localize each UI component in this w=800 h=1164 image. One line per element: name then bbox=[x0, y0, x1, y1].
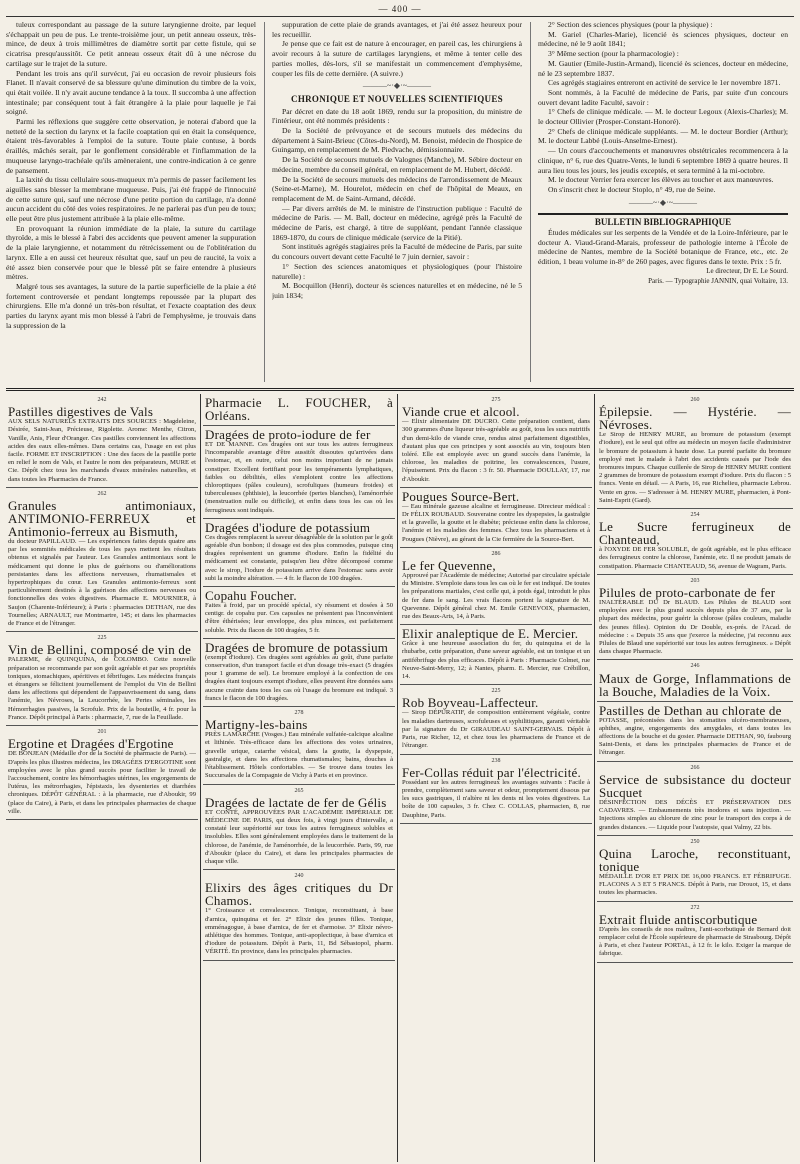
newspaper-page bbox=[6, 0, 794, 1164]
paragraph: Ces agrégés stagiaires entreront en activité de service le 1er novembre 1871. bbox=[548, 78, 781, 88]
advertisement bbox=[6, 488, 198, 632]
ad-title: Dragées de bromure de potassium bbox=[205, 639, 389, 655]
ad-body: Ces dragées remplacent la saveur désagréable de la solution par le goût agréable d'un bonbon; il dosage est des plus commodes, puisque cinq dragées représentent un gramme d'iodure. Enfin la fidélité du médicament est constante, puisqu'en lieu d'être décomposé comme avec le sirop, l'iodure de potassium arrive dans l'estomac sans avoir subi la moindre altération. — 4 fr. le flacon de 100 dragées. bbox=[205, 533, 393, 582]
ad-title: Dragées d'iodure de potassium bbox=[205, 519, 371, 535]
ad-body: Faites à froid, par un procédé spécial, s'y résument et dosées à 50 centigr. de copahu pur. Ces capsules ne présentent pas l'inconvénient d'être éthérisées; leur enveloppe, des plus minces, est parfaitement soluble. Prix du flacon de 100 dragées, 5 fr. bbox=[205, 602, 393, 634]
advertisement bbox=[203, 394, 395, 426]
ad-body: Le Sirop de HENRY MURE, au bromure de potassium (exempt d'iodure), est le seul qui offre au médecin un moyen facile d'administrer le bromure de potassium à haute dose. La pureté parfaite du bromure employé met le malade à l'abri des accidents causés par l'iode des bromures impurs. Chaque cuillerée de Sirop de HENRY MURE contient 2 grammes de bromure de potassium exempt d'iodure. Prix du flacon : 5 francs. Vente en détail. — A Paris, 16, rue Richelieu, pharmacie Lebrou. Vente en gros. — S'adresser à M. HENRY MURE, pharmacien, à Pont-Saint-Esprit (Gard). bbox=[599, 431, 791, 504]
article-column-2 bbox=[272, 20, 522, 384]
ad-title: Elixir analeptique de E. Mercier. bbox=[402, 626, 579, 642]
ad-body: INALTÉRABLE DU Dr BLAUD. Les Pilules de BLAUD sont employées avec le plus grand succès depuis plus de 37 ans, par la plupart des médecins, pour guérir la chlorose (pâles couleurs, maladie des jeunes filles). Opinion du Dr Double, ex-prés. de l'Acad. de médecine : « Depuis 35 ans que j'exerce la médecine, j'ai reconnu aux Pilules de Blaud une supériorité sur tous les autres ferrugineux. » Dépôt dans chaque Pharmacie. bbox=[599, 599, 791, 656]
advertisement bbox=[597, 902, 793, 963]
imprint-line: Paris. — Typographie JANNIN, quai Voltaire, 13. bbox=[648, 276, 788, 285]
ad-body: — Elixir alimentaire DE DUCRO. Cette préparation contient, dans 300 grammes d'une liqueur très-agréable au goût, tous les sucs nutritifs d'un demi-kilo de viande crue, rendus ainsi parfaitement digestibles, d'autant plus que ces principes y sont associés au vin, toujours bien toléré. Elle est employée avec un grand succès dans l'anémie, la chlorose, les maladies de poitrine, les convalescences, l'usure, l'épuisement. Prix du flacon : 3 fr. 50. Pharmacie DOULLAY, 17, rue d'Aboukir. bbox=[402, 418, 590, 483]
ad-title: Pharmacie L. FOUCHER, à Orléans. bbox=[205, 395, 393, 423]
ad-body: Grâce à une heureuse association du fer, du quinquina et de la rhubarbe, cette préparation, d'une saveur agréable, est un tonique et un antifébrifuge des plus efficaces. Dépôt à Paris : Pharmacie Colmet, rue Neuve-Saint-Merry, 12; à Nantes, pharm. E. Mercier, rue Crébillon, 14. bbox=[402, 640, 590, 681]
ads-column-4 bbox=[597, 394, 793, 1162]
paragraph: On s'inscrit chez le docteur Stoplo, n° 49, rue de Seine. bbox=[548, 184, 716, 194]
page-number: — 400 — bbox=[378, 4, 422, 14]
ad-number: 260 bbox=[690, 397, 700, 403]
ad-title: Pastilles digestives de Vals bbox=[8, 404, 154, 420]
advertisement bbox=[203, 870, 395, 960]
paragraph: M. le docteur Verrier fera exercer les élèves au toucher et aux manœuvres. bbox=[548, 175, 774, 185]
advertisement bbox=[6, 394, 198, 488]
paragraph: M. Gariel (Charles-Marie), licencié ès sciences physiques, docteur en médecine, né le 9 août 1841; bbox=[538, 29, 788, 49]
ad-number: 266 bbox=[690, 764, 700, 771]
ad-title: Dragées de lactate de fer de Gélis bbox=[205, 794, 387, 810]
article-column-1 bbox=[6, 20, 256, 384]
ad-body: MÉDAILLE D'OR ET PRIX DE 16,000 FRANCS. ET FÉBRIFUGE. FLACONS A 3 ET 5 FRANCS. Dépôt à Paris, rue Drouot, 15, et dans toutes les pharmacies. bbox=[599, 872, 791, 897]
ad-title: Le fer Quevenne, bbox=[402, 558, 496, 574]
ad-title: Fer-Collas réduit par l'électricité. bbox=[402, 764, 581, 780]
ad-number: 201 bbox=[97, 729, 107, 736]
ad-title: Granules antimoniaux, ANTIMONIO-FERREUX et Antimonio-ferreux au Bismuth, bbox=[8, 498, 196, 540]
ad-body: — Sirop DÉPURATIF, de composition entièrement végétale, contre les maladies dartreuses, scrofuleuses et syphilitiques, garanti véritable par la signature du Dr GIRAUDEAU SAINT-GERVAIS. Dépôt à Paris, rue Richer, 12, et chez tous les pharmaciens de France et de l'étranger. bbox=[402, 709, 590, 750]
advertisement bbox=[400, 685, 592, 754]
advertisement bbox=[203, 785, 395, 871]
paragraph: — Par divers arrêtés de M. le ministre de l'instruction publique : Faculté de médecine de Paris. — M. Ball, docteur en médecine, agrégé près la Faculté de médecine de Paris, est chargé, à titre de suppléant, pendant l'année classique 1869-1870, du cours de clinique médicale (service de la Pitié). bbox=[272, 203, 522, 242]
ad-number: 262 bbox=[97, 490, 107, 497]
advertisement bbox=[203, 587, 395, 639]
advertisement bbox=[6, 632, 198, 726]
advertisement bbox=[597, 836, 793, 902]
article-column-3 bbox=[538, 20, 788, 384]
column-divider bbox=[530, 22, 531, 382]
paragraph: De la Société de secours mutuels de Valognes (Manche), M. Sébire docteur en médecine, membre du conseil général, en remplacement de M. Hubert, décédé. bbox=[272, 155, 522, 174]
advertisement bbox=[203, 707, 395, 784]
advertisement bbox=[597, 575, 793, 661]
ad-body: PRÈS LAMARCHE (Vosges.) Eau minérale sulfatée-calcique alcaline et lithinée. Très-efficace dans les affections des voies urinaires, gravelle urique, catarrhe vésical, dans la goutte, la dyspepsie, gastralgie, et dans les affections rhumatismales; bains, douches à l'établissement. Hôtels confortables. — Se trouve dans toutes les Succursales de la Compagnie de Vichy à Paris et en province. bbox=[205, 731, 393, 780]
ad-number: 242 bbox=[97, 397, 107, 403]
ad-number: 265 bbox=[294, 787, 304, 794]
ad-number: 225 bbox=[97, 635, 107, 642]
ads-separator bbox=[6, 388, 794, 391]
ad-number: 286 bbox=[491, 550, 501, 557]
ads-column-1 bbox=[6, 394, 198, 1162]
advertisement bbox=[597, 762, 793, 836]
ad-number: 240 bbox=[294, 873, 304, 880]
paragraph: 3° Même section (pour la pharmacologie) : bbox=[548, 49, 679, 59]
ad-body: POTASSE, préconisées dans les stomatites ulcéro-membraneuses, aphthes, angine, engorgements des amygdales, et dans toutes les affections de la bouche et du gosier. Pharmacie DETHAN, 90, faubourg Saint-Denis, et dans les principales pharmacies de France et de l'étranger. bbox=[599, 716, 791, 757]
ad-number: 250 bbox=[690, 838, 700, 845]
top-rule bbox=[6, 16, 794, 17]
advertisement bbox=[6, 726, 198, 820]
paragraph: suppuration de cette plaie de grands avantages, et j'ai été assez heureux pour les recueillir. bbox=[272, 20, 522, 39]
ad-body: Approuvé par l'Académie de médecine; Autorisé par circulaire spéciale du Ministre. S'emploie dans tous les cas où le fer est indiqué. De toutes les préparations martiales, c'est celle qui, à poids égal, introduit le plus de fer dans le sang. Les vrais flacons portent la signature de M. Quevenne. Dépôt général chez M. Emile GENEVOIX, pharmacien, rue des Beaux-Arts, 14, à Paris. bbox=[402, 572, 590, 621]
ad-number: 246 bbox=[690, 663, 700, 670]
paragraph: 1° Chefs de clinique médicale. — M. le docteur Legoux (Alexis-Charles); M. le docteur Ollivier (Prosper-Constant-Honoré). bbox=[538, 107, 788, 127]
advertisement bbox=[203, 426, 395, 519]
ad-body: Possédant sur les autres ferrugineux les avantages suivants : Facile à prendre, complètement sans saveur et odeur, promptement dissous par les sucs gastriques, il n'altère ni les dents ni les voies digestives. La boîte de 100 capsules, 3 fr. Chez C. COLLAS, pharmacien, 8, rue Dauphine, Paris. bbox=[402, 778, 590, 819]
ad-title: Pastilles de Dethan au chlorate de bbox=[599, 702, 782, 718]
ad-number: 278 bbox=[294, 710, 304, 717]
ad-title: Dragées de proto-iodure de fer bbox=[205, 427, 371, 442]
advertisement bbox=[400, 755, 592, 824]
ad-title: Maux de Gorge, Inflammations de la Bouche, Maladies de la Voix. bbox=[599, 670, 791, 699]
ad-number: 254 bbox=[690, 512, 700, 519]
paragraph: 1° Section des sciences anatomiques et physiologiques (pour l'histoire naturelle) : bbox=[272, 261, 522, 281]
paragraph: De la Société de secours mutuels des médecins de l'arrondissement de Meaux (Seine-et-Marne), M. Hourelot, médecin en chef de l'hôpital de Meaux, en remplacement de M. de Saint-Armand, décédé. bbox=[272, 174, 522, 203]
section-heading: CHRONIQUE ET NOUVELLES SCIENTIFIQUES bbox=[291, 93, 503, 104]
bulletin-text: Études médicales sur les serpents de la Vendée et de la Loire-Inférieure, par le docteur A. Viaud-Grand-Marais, professeur de pathologie interne à l'École de médecine de Nantes, membre de la Société botanique de France, etc., etc. 2e édition, 1 beau volume in-8° de 260 pages, avec figures dans le texte. Prix : 5 fr. bbox=[538, 228, 788, 267]
paragraph: La laxité du tissu cellulaire sous-muqueux m'a permis de passer facilement les aiguilles sans blesser la membrane muqueuse. Puis, j'ai été frappé de l'innocuité de cette suture qui, sauf une nécrose d'une petite portion du cartilage, n'a donné aucun accident du côté des voies respiratoires. Je ne parlerai pas d'un peu de toux; elle peut être plus justement attribuée à la plaie elle-même. bbox=[6, 175, 256, 224]
ad-title: Épilepsie. — Hystérie. — Névroses. bbox=[599, 404, 791, 433]
ad-title: Martigny-les-bains bbox=[205, 717, 308, 733]
ornament-divider: ———~·◆·~——— bbox=[628, 197, 698, 207]
advertisement bbox=[597, 394, 793, 509]
ad-number: 238 bbox=[491, 757, 501, 764]
advertisement bbox=[400, 394, 592, 488]
ornament-divider: ———~·◆·~——— bbox=[362, 81, 432, 91]
ad-title: Le Sucre ferrugineux de Chanteaud, bbox=[599, 519, 791, 548]
ad-body: ET DE MANNE. Ces dragées ont sur tous les autres ferrugineux l'incomparable avantage d'être aussitôt dissoutes qu'arrivées dans l'estomac, et, en outre, celui non moins important de ne jamais constiper. Excellent fortifiant pour les tempéraments lymphatiques, faibles ou débilités, elles s'emploient contre les affections chloroptiques (pâles couleurs), scrofuliques (humeurs froides) et tuberculeuses (phthisie), la leucorrhée (pertes blanches), l'aménorrhée (menstruation nulle ou difficile), et enfin dans tous les cas où les ferrugineux sont indiqués. bbox=[205, 441, 393, 514]
advertisement bbox=[203, 519, 395, 587]
paragraph: Sont nommés, à la Faculté de médecine de Paris, par suite d'un concours ouvert devant ladite Faculté, savoir : bbox=[538, 87, 788, 107]
advertisement bbox=[400, 625, 592, 685]
ad-body: du docteur PAPILLAUD. — Les expériences faites depuis quatre ans par les sommités médicales de tous les pays mettent les résultats obtenus et signalés par l'auteur. Les Granules antimoniaux sont le médicament qui donne le plus de guérisons ou d'améliorations persistantes dans les affections nerveuses, rhumatismales et hypertrophiques du cœur. Les Granules antimonio-ferreux sont particulièrement destinés à la guérison des affections nerveuses ou fonctionnelles des voies digestives. Pharmacie E. MOURNIER, à Saujon (Charente-Inférieure); à Paris : pharmacies DETHAN, rue des Tournelles; ARNAULT, rue Montmartre, 145; et dans les pharmacies de France et de l'étranger. bbox=[8, 538, 196, 628]
ad-body: 1° Croissance et convalescence. Tonique, reconstituant, à base d'arnica, quinquina et fer. 2° Elixir des jeunes filles. Tonique, emménagogue, à base d'arnica, de fer et d'armoise. 3° Elixir névro-athlétique des hommes. Tonique, anti-apoplectique, à base d'arnica et d'iodure de potassium. Dépôt à Paris, 11, Bd Sébastopol, pharm. VÉRITÉ. En province, dans les principales pharmacies. bbox=[205, 907, 393, 956]
advertisement bbox=[597, 660, 793, 701]
advertisement bbox=[203, 639, 395, 707]
article-section bbox=[6, 20, 794, 384]
paragraph: Je pense que ce fait est de nature à encourager, en pareil cas, les chirurgiens à avoir recours à la suture de cartilages laryngiens, et même à tenter celle des parties molles, dès-lors, s'il se manifestait un commencement d'emphysème, couper les fils de cette dernière. (A suivre.) bbox=[272, 39, 522, 78]
ad-title: Ergotine et Dragées d'Ergotine bbox=[8, 736, 174, 752]
ad-title: Service de subsistance du docteur Sucquet bbox=[599, 771, 791, 800]
ads-divider bbox=[397, 394, 398, 1162]
ad-title: Pilules de proto-carbonate de fer bbox=[599, 585, 776, 601]
ad-body: AUX SELS NATURELS EXTRAITS DES SOURCES : Magdeleine, Désirée, Saint-Jean, Précieuse, Rigolette. Arome: Menthe, Citron, Vanille, Anis, Fleur d'Oranger. Ces pastilles conviennent les affections acides des eaux elles-mêmes. Dans certains cas, l'usage en est plus facile. FORME ET INSCRIPTION : Une des faces de la pastille porte en relief le nom de Vals, et l'autre le nom des préparateurs, MURE et Cie. Dépôt chez tous les marchands d'eaux minérales naturelles, et dans toutes les Pharmacies de France. bbox=[8, 418, 196, 483]
ad-body: DÉSINFECTION DES DÉCÈS ET PRÉSERVATION DES CADAVRES. — Embaumements très inodores et sans injection. — Injections simples au chlorure de zinc pour le transport des corps à de grandes distances. — Liquide pour l'autopsie, quai Valmy, 22 bis. bbox=[599, 798, 791, 831]
paragraph: 2° Chefs de clinique médicale suppléants. — M. le docteur Bordier (Arthur); M. le docteur Labbé (Louis-Anselme-Ernest). bbox=[538, 126, 788, 146]
ad-title: Viande crue et alcool. bbox=[402, 404, 520, 420]
paragraph: De la Société de prévoyance et de secours mutuels des médecins du département à Saint-Brieuc (Côtes-du-Nord), M. Benoist, médecin de l'hospice de Guingamp, en remplacement de M. Piedvache, démissionnaire. bbox=[272, 126, 522, 155]
ads-column-2 bbox=[203, 394, 395, 1162]
ad-body: D'après les conseils de nos maîtres, l'anti-scorbutique de Bernard doit remplacer celui de l'École supérieure de pharmacie de Strasbourg. Dépôt à Paris, et chez l'auteur PORTAL, à 12 fr. le kilo. Exiger la marque de fabrique. bbox=[599, 925, 791, 958]
ad-body: à l'OXYDE DE FER SOLUBLE, de goût agréable, est le plus efficace des ferrugineux contre la chlorose, l'anémie, etc. Il ne produit jamais de constipation. Pharmacie CHANTEAUD, 56, avenue de Wagram, Paris. bbox=[599, 546, 791, 570]
ad-body: DE BONJEAN (Médaille d'or de la Société de pharmacie de Paris). — D'après les plus illustres médecins, les DRAGÉES D'ERGOTINE sont employées avec le plus grand succès pour faciliter le travail de l'accouchement, contre les hémorrhagies utérines, les engorgements de l'utérus, les métrorrhagies, l'épistaxis, les dysenteries et diarrhées chroniques. DÉPÔT GÉNÉRAL : à la pharmacie, rue d'Aboukir, 99 (place du Caire), à Paris, et dans les principales pharmacies de chaque ville. bbox=[8, 750, 196, 815]
advertisement bbox=[400, 548, 592, 625]
advertisement bbox=[400, 488, 592, 548]
column-divider bbox=[264, 22, 265, 382]
paragraph: tuleux correspondant au passage de la suture laryngienne droite, par lequel s'échappait un peu de pus. Le trente-troisième jour, un petit anneau osseux, très-mince, de deux à trois millimètres de diamètre sortit par cette fistule, qui se cicatrisa presqu'aussitôt. Ce petit anneau osseux était dû à une nécrose du cartilage sur le trajet de la suture. bbox=[6, 20, 256, 68]
ads-divider bbox=[200, 394, 201, 1162]
paragraph: Pendant les trois ans qu'il survécut, j'ai eu occasion de revoir plusieurs fois Flanet. Il n'avait conservé de sa blessure qu'une diminution du timbre de la voix, qui était voilée. Il n'y avait aucune tendance à la toux. Il succomba à une affection intestinale; par conséquent tout à fait étrangère à la plaie pour laquelle je l'ai soigné. bbox=[6, 68, 256, 117]
ad-body: PALERME, de QUINQUINA, de COLOMBO. Cette nouvelle préparation se recommande par son goût agréable et par ses propriétés toniques, stomachiques, apéritives et fébrifuges. Les médecins français et étrangers se félicitent journellement de l'emploi du Vin de Bellini dans les affections qui dépendent de l'appauvrissement du sang, dans l'anémie, les Névroses, la Leucorrhée, les Pertes séminales, les Hémorrhagies passives, la Scrofule. Prix de la bouteille, 4 fr. pour la France. Dépôt principal à Paris : pharmacie, 7, rue de la Feuillade. bbox=[8, 656, 196, 721]
paragraph: En provoquant la réunion immédiate de la plaie, la suture du cartilage thyroïde, a mis le blessé à l'abri des accidents que peuvent amener la suppuration de la plaie laryngienne, et notamment du rétrécissement ou de l'oblitération du larynx. Elle a en aussi cet heureux résultat que, sauf un peu de raucité, la voix a été assez bien conservée pour que le blessé pût se faire entendre à plusieurs mètres. bbox=[6, 223, 256, 282]
bulletin-heading: BULLETIN BIBLIOGRAPHIQUE bbox=[538, 213, 788, 228]
ad-title: Copahu Foucher. bbox=[205, 588, 297, 604]
ad-number: 275 bbox=[491, 397, 501, 403]
ad-number: 272 bbox=[690, 904, 700, 911]
paragraph: 2° Section des sciences physiques (pour la physique) : bbox=[548, 20, 713, 29]
advertisement bbox=[597, 509, 793, 575]
advertisement bbox=[597, 702, 793, 762]
paragraph: Sont institués agrégés stagiaires près la Faculté de médecine de Paris, par suite du concours ouvert devant cette Faculté le 7 juin dernier, savoir : bbox=[272, 242, 522, 262]
ad-title: Pougues Source-Bert. bbox=[402, 488, 520, 504]
ad-title: Vin de Bellini, composé de vin de bbox=[8, 642, 192, 658]
ads-divider bbox=[594, 394, 595, 1162]
ad-title: Elixirs des âges critiques du Dr Chamos. bbox=[205, 880, 393, 909]
paragraph: M. Bocquillon (Henri), docteur ès sciences naturelles et en médecine, né le 5 juin 1834; bbox=[272, 281, 522, 300]
ad-title: Quina Laroche, reconstituant, tonique bbox=[599, 845, 791, 874]
advertisements-section bbox=[6, 394, 794, 1164]
paragraph: Par décret en date du 18 août 1869, rendu sur la proposition, du ministre de l'intérieur, ont été nommés présidents : bbox=[272, 106, 522, 126]
editor-line: Le directeur, Dr E. Le Sourd. bbox=[706, 266, 788, 275]
ads-column-3 bbox=[400, 394, 592, 1162]
ad-title: Rob Boyveau-Laffecteur. bbox=[402, 695, 539, 711]
paragraph: — Un cours d'accouchements et manœuvres obstétricales recommencera à la clinique, n° 6, rue des Quatre-Vents, le lundi 6 septembre 1869 à quatre heures. Il aura lieu tous les jours, les jeudis exceptés, et sera terminé à la mi-octobre. bbox=[538, 146, 788, 175]
ad-body: — Eau minérale gazeuse alcaline et ferrugineuse. Directeur médical : Dr FÉLIX ROUBAUD. Souveraine contre les dyspepsies, la gastralgie et la gravelle, la goutte et le diabète; précieuse enfin dans la chlorose, l'anémie et les maladies des femmes. Chez tous les pharmaciens et à Pougues (Nièvre), au gérant de la Cie fermière de la Source-Bert. bbox=[402, 502, 590, 543]
ad-body: ET CONTÉ, APPROUVÉES PAR L'ACADÉMIE IMPÉRIALE DE MÉDECINE DE PARIS, qui deux fois, à vingt jours d'intervalle, a constaté leur supériorité sur tous les autres ferrugineux solubles et insolubles. Elles sont généralement employées dans le traitement de la chlorose, de l'anémie, de l'aménorrhée, de la leucorrhée. Paris, 99, rue d'Aboukir (place du Caire), et dans les principales pharmacies de chaque ville. bbox=[205, 808, 393, 865]
ad-number: 203 bbox=[690, 577, 700, 584]
ad-body: (exempt d'iodure). Ces dragées sont agréables au goût, d'une parfaite conservation, d'un transport facile et d'un dosage très-exact (5 dragées pour 1 gramme de sel). Le bromure employé à la confection de ces dragées étant toujours exempt d'iodure, elles peuvent être données sans aucune crainte dans tous les cas où l'usage du bromure est indiqué. 3 francs le flacon de 100 dragées. bbox=[205, 653, 393, 702]
paragraph: Malgré tous ses avantages, la suture de la partie superficielle de la plaie a été fortement controversée et pendant longtemps repoussée par la plupart des chirurgiens. Elle m'a donné un très-bon résultat, et l'exacte coaptation des deux parties du larynx ayant mis mon blessé à l'abri de l'emphysème, je trouvais dans la suppression de la bbox=[6, 281, 256, 330]
ad-title: Extrait fluide antiscorbutique bbox=[599, 911, 758, 927]
ad-number: 225 bbox=[491, 688, 501, 695]
paragraph: M. Gautier (Emile-Justin-Armand), licencié ès sciences, docteur en médecine, né le 23 septembre 1837. bbox=[538, 58, 788, 78]
paragraph: Parmi les réflexions que suggère cette observation, je noterai d'abord que la netteté de la section du larynx et la facile coaptation qui en était la conséquence, étaient très-favorables à l'emploi de la suture. Toute plaie contuse, à bords éraillés, mâchés serait, par le gonflement considérable et l'inflammation de la muqueuse laryngo-trachéale qu'ils amèneraient, une contre-indication à ce genre de pansement. bbox=[6, 117, 256, 175]
